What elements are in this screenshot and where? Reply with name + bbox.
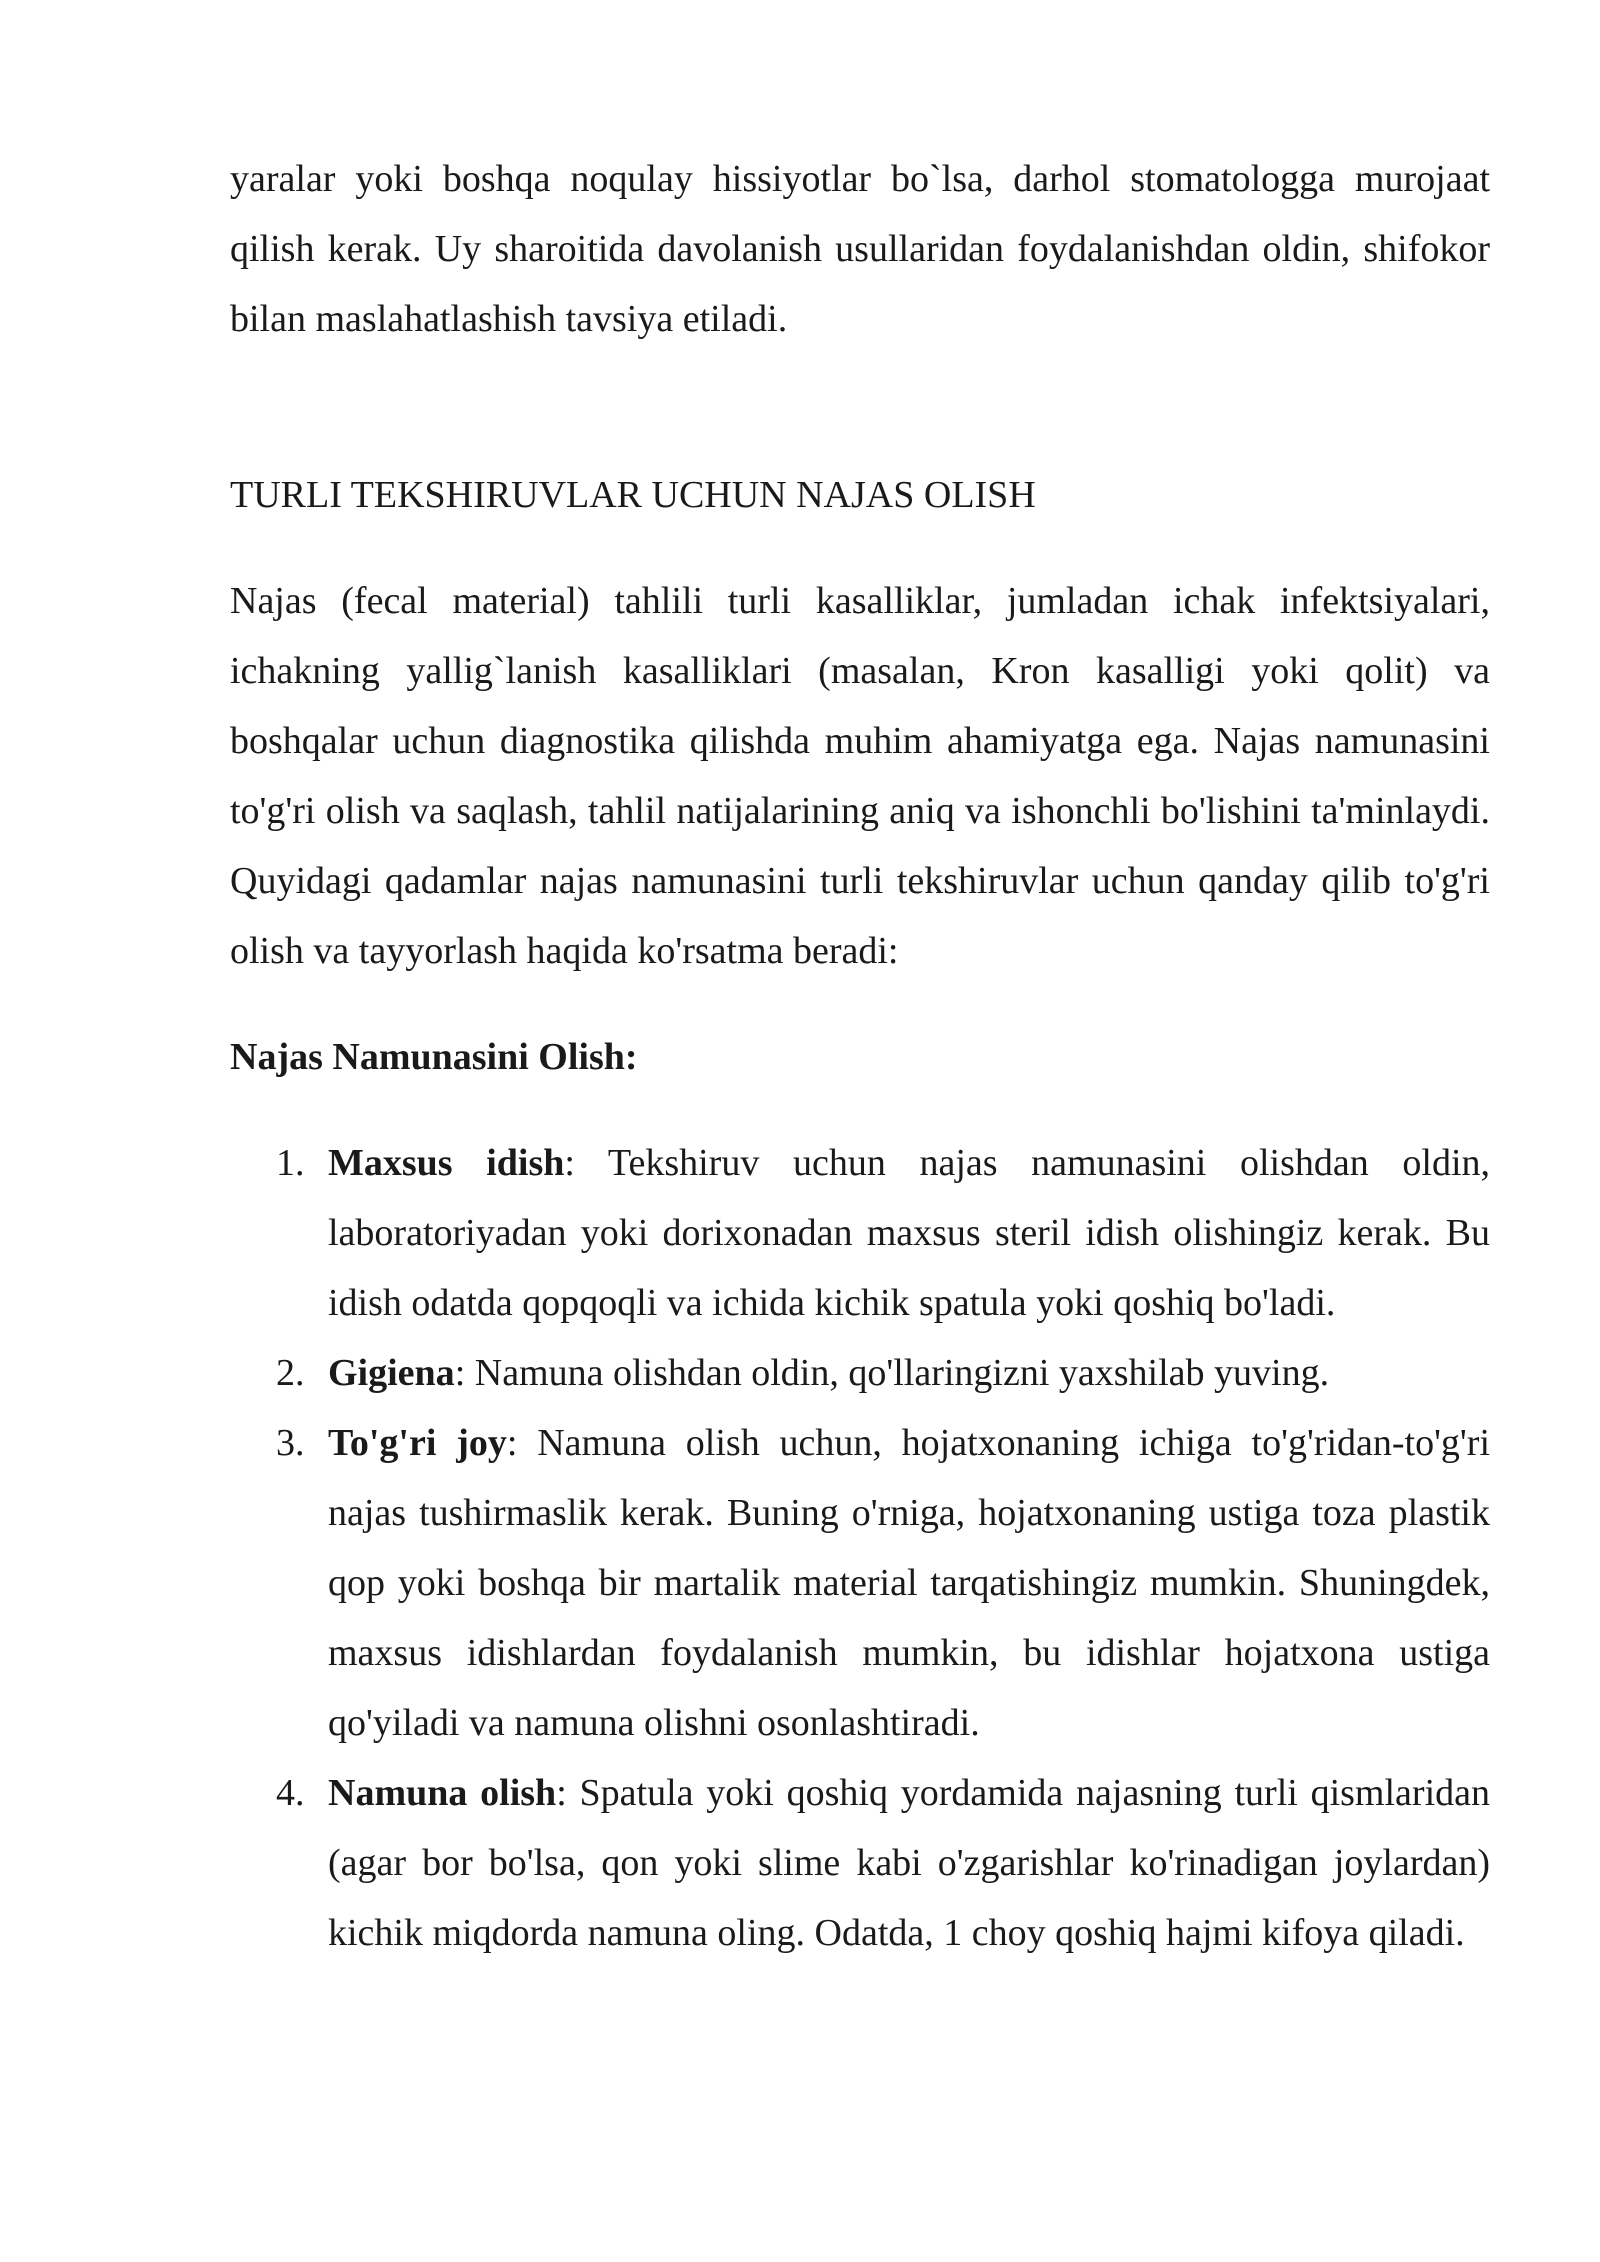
list-item-number: 4. <box>276 1772 305 1814</box>
section-heading: TURLI TEKSHIRUVLAR UCHUN NAJAS OLISH <box>230 474 1036 516</box>
list-item <box>230 1758 1490 1968</box>
list-item-text: : Namuna olishdan oldin, qo'llaringizni yaxshilab yuving. <box>454 1352 1330 1394</box>
list-item-text: : Namuna olish uchun, hojatxonaning ichiga to'g'ridan-to'g'ri najas tushirmaslik kerak. Buning o'rniga, hojatxonaning ustiga toza plastik qop yoki boshqa bir martalik material tarqatishingiz mumkin. Shuningdek, maxsus idishlardan foydalanish mumkin, bu idishlar hojatxona ustiga qo'yiladi va namuna olishni osonlashtiradi. <box>328 1422 1490 1744</box>
list-item <box>230 1128 1490 1338</box>
list-item-number: 1. <box>276 1142 305 1184</box>
list-item-term: Maxsus idish <box>328 1142 565 1184</box>
sub-heading: Najas Namunasini Olish: <box>230 1036 638 1078</box>
list-item-text: : Spatula yoki qoshiq yordamida najasning turli qismlaridan (agar bor bo'lsa, qon yoki slime kabi o'zgarishlar ko'rinadigan joylardan) kichik miqdorda namuna oling. Odatda, 1 choy qoshiq hajmi kifoya qiladi. <box>328 1772 1490 1954</box>
list-item-term: Gigiena <box>328 1352 455 1394</box>
page-content <box>230 144 1490 1968</box>
intro-paragraph: yaralar yoki boshqa noqulay hissiyotlar bo`lsa, darhol stomatologga murojaat qilish kerak. Uy sharoitida davolanish usullaridan foydalanishdan oldin, shifokor bilan maslahatlashish tavsiya etiladi. <box>230 158 1490 340</box>
list-item-number: 3. <box>276 1422 305 1464</box>
list-item-text: : Tekshiruv uchun najas namunasini olishdan oldin, laboratoriyadan yoki dorixonadan maxsus steril idish olishingiz kerak. Bu idish odatda qopqoqli va ichida kichik spatula yoki qoshiq bo'ladi. <box>328 1142 1490 1324</box>
list-item-term: Namuna olish <box>328 1772 557 1814</box>
list-item-term: To'g'ri joy <box>328 1422 507 1464</box>
main-paragraph: Najas (fecal material) tahlili turli kasalliklar, jumladan ichak infektsiyalari, ichakning yallig`lanish kasalliklari (masalan, Kron kasalligi yoki qolit) va boshqalar uchun diagnostika qilishda muhim ahamiyatga ega. Najas namunasini to'g'ri olish va saqlash, tahlil natijalarining aniq va ishonchli bo'lishini ta'minlaydi. Quyidagi qadamlar najas namunasini turli tekshiruvlar uchun qanday qilib to'g'ri olish va tayyorlash haqida ko'rsatma beradi: <box>230 580 1490 972</box>
steps-list <box>230 1128 1490 1968</box>
list-item <box>230 1338 1490 1408</box>
list-item <box>230 1408 1490 1758</box>
list-item-number: 2. <box>276 1352 305 1394</box>
